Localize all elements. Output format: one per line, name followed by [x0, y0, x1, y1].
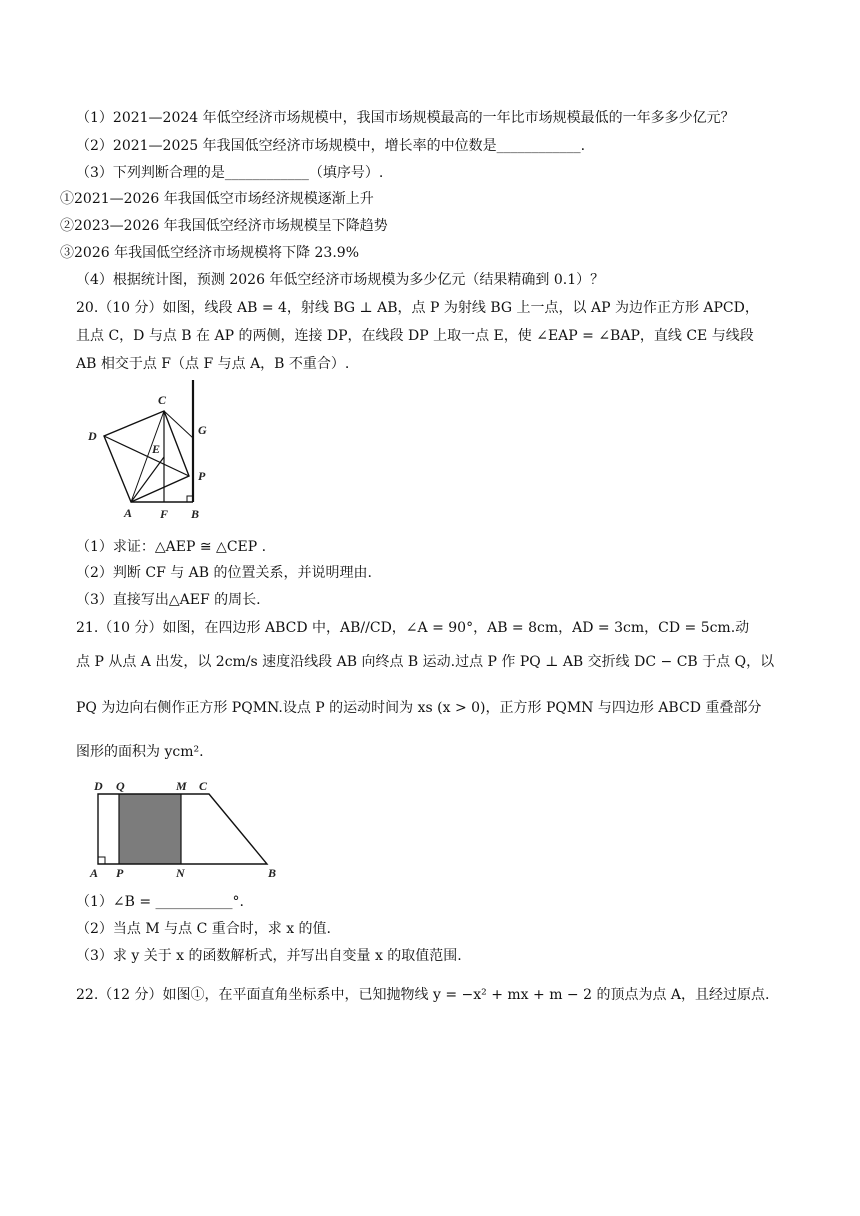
q19-option-2: ②2023—2026 年我国低空经济市场规模呈下降趋势 [60, 218, 388, 234]
label-m: M [176, 779, 187, 793]
label-c: C [158, 393, 167, 407]
q21-text-line4: 图形的面积为 ycm². [76, 744, 204, 760]
q22-text-line1: 22.（12 分）如图①，在平面直角坐标系中，已知抛物线 y = −x² + mx + m − 2 的顶点为点 A，且经过原点. [76, 987, 770, 1003]
segment-cg [164, 411, 193, 438]
q19-part3: （3）下列判断合理的是____________（填序号）. [76, 165, 384, 181]
q21-sub3: （3）求 y 关于 x 的函数解析式，并写出自变量 x 的取值范围. [76, 948, 462, 964]
right-angle-mark [98, 857, 105, 864]
q19-part4: （4）根据统计图，预测 2026 年低空经济市场规模为多少亿元（结果精确到 0.1）？ [76, 272, 605, 288]
label-g: G [198, 423, 207, 437]
q20-text-line3: AB 相交于点 F（点 F 与点 A，B 不重合）. [76, 356, 350, 372]
label-p: P [116, 866, 124, 880]
q21-sub1: （1）∠B = ___________°. [76, 894, 245, 910]
label-f: F [160, 507, 169, 521]
q19-option-3: ③2026 年我国低空经济市场规模将下降 23.9% [60, 245, 360, 261]
label-c: C [199, 779, 208, 793]
q19-part2: （2）2021—2025 年我国低空经济市场规模中，增长率的中位数是____________. [76, 138, 586, 154]
label-q: Q [116, 779, 125, 793]
q20-text-line1: 20.（10 分）如图，线段 AB = 4，射线 BG ⊥ AB，点 P 为射线 BG 上一点，以 AP 为边作正方形 APCD， [76, 300, 759, 316]
q21-text-line3: PQ 为边向右侧作正方形 PQMN.设点 P 的运动时间为 xs (x > 0)，正方形 PQMN 与四边形 ABCD 重叠部分 [76, 700, 762, 716]
q21-figure [84, 776, 284, 884]
label-a: A [124, 506, 133, 520]
q21-text-line1: 21.（10 分）如图，在四边形 ABCD 中，AB//CD，∠A = 90°，AB = 8cm，AD = 3cm，CD = 5cm.动 [76, 620, 750, 636]
label-d: D [94, 779, 103, 793]
label-a: A [90, 866, 99, 880]
segment-ac [131, 411, 164, 502]
q20-sub1: （1）求证：△AEP ≅ △CEP . [76, 539, 267, 555]
label-b: B [268, 866, 277, 880]
q20-sub2: （2）判断 CF 与 AB 的位置关系，并说明理由. [76, 565, 372, 581]
label-b: B [191, 507, 200, 521]
q19-part1: （1）2021—2024 年低空经济市场规模中，我国市场规模最高的一年比市场规模最低的一年多多少亿元？ [76, 110, 735, 126]
label-n: N [176, 866, 185, 880]
q21-sub2: （2）当点 M 与点 C 重合时，求 x 的值. [76, 921, 332, 937]
square-pqmn [119, 794, 181, 864]
q20-figure [80, 378, 230, 524]
q20-sub3: （3）直接写出△AEF 的周长. [76, 592, 261, 608]
label-d: D [88, 429, 97, 443]
q20-text-line2: 且点 C，D 与点 B 在 AP 的两侧，连接 DP，在线段 DP 上取一点 E，使 ∠EAP = ∠BAP，直线 CE 与线段 [76, 328, 754, 344]
q19-option-1: ①2021—2026 年我国低空市场经济规模逐渐上升 [60, 191, 374, 207]
label-e: E [152, 442, 161, 456]
label-p: P [198, 469, 206, 483]
q21-text-line2: 点 P 从点 A 出发，以 2cm/s 速度沿线段 AB 向终点 B 运动.过点 P 作 PQ ⊥ AB 交折线 DC − CB 于点 Q，以 [76, 654, 775, 670]
